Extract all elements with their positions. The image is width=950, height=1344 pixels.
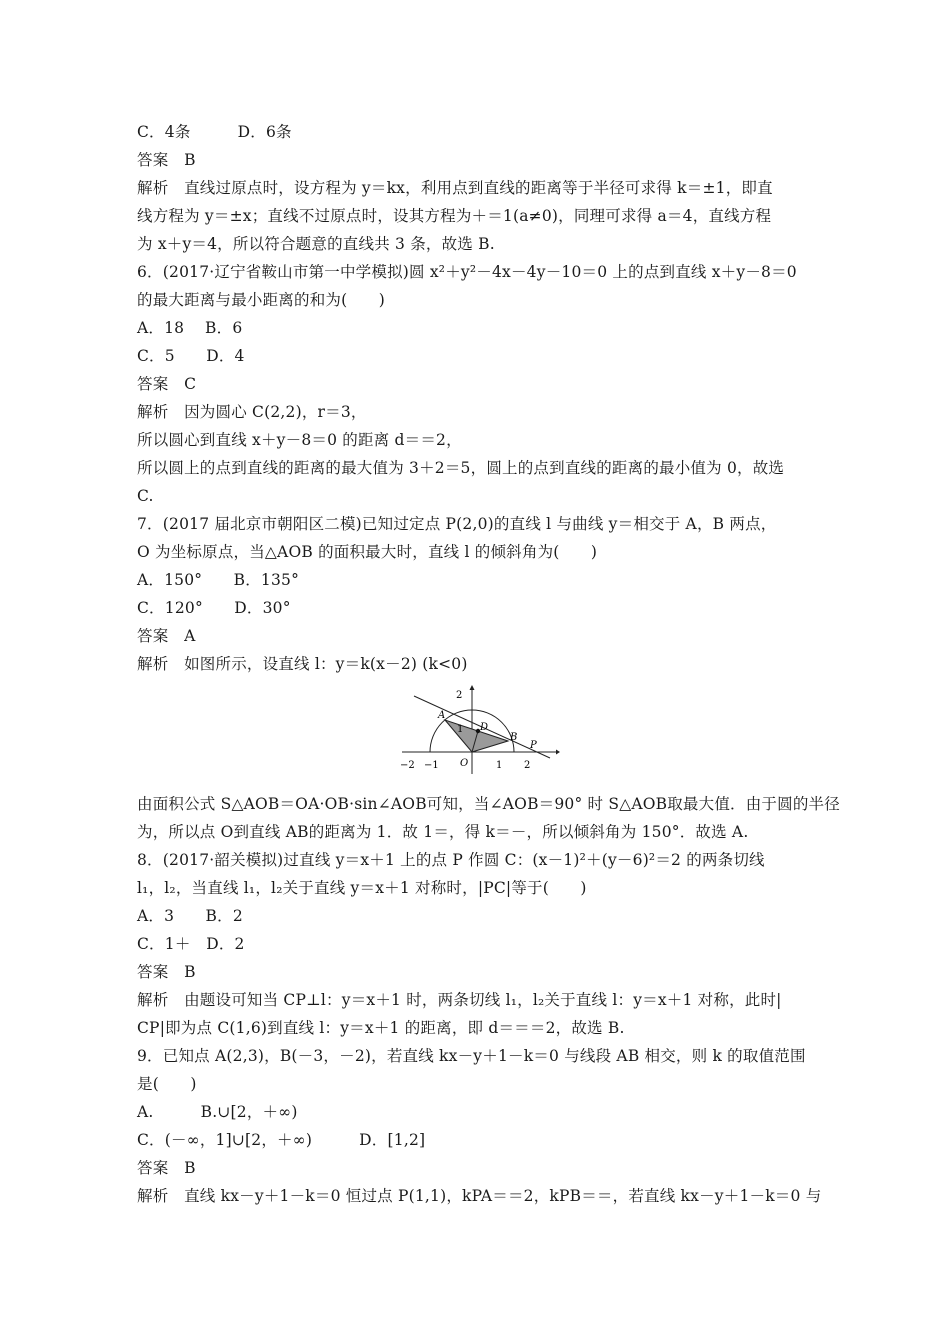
text-line: 解析 由题设可知当 CP⊥l：y＝x＋1 时，两条切线 l₁，l₂关于直线 l：y＝x＋1 对称，此时| [137,991,782,1009]
option-line: C．120° D．30° [137,599,291,617]
option-line: A. B.∪[2，＋∞) [137,1103,298,1121]
text-line: 由面积公式 S△AOB＝OA·OB·sin∠AOB可知，当∠AOB＝90° 时 S△AOB取最大值．由于圆的半径 [137,795,840,813]
label-neg-2: −2 [400,760,415,771]
text-line: 为，所以点 O到直线 AB的距离为 1．故 1＝，得 k＝－，所以倾斜角为 150°．故选 A. [137,823,749,841]
label-a: A [438,710,446,721]
label-y-2: 2 [456,690,463,701]
answer-line: 答案 A [137,627,196,645]
question-6: 6．(2017·辽宁省鞍山市第一中学模拟)圆 x²＋y²－4x－4y－10＝0 上的点到直线 x＋y－8＝0 [137,263,797,281]
text-line: 解析 因为圆心 C(2,2)，r＝3， [137,403,367,421]
option-line: A．18 B．6 [137,319,243,337]
text-line: 的最大距离与最小距离的和为( ) [137,291,385,309]
text-line: l₁，l₂，当直线 l₁，l₂关于直线 y＝x＋1 对称时，|PC|等于( ) [137,879,587,897]
text-line: O 为坐标原点，当△AOB 的面积最大时，直线 l 的倾斜角为( ) [137,543,598,561]
question-8: 8．(2017·韶关模拟)过直线 y＝x＋1 上的点 P 作圆 C：(x－1)²＋(y－6)²＝2 的两条切线 [137,851,765,869]
question-9: 9．已知点 A(2,3)，B(－3，－2)，若直线 kx－y＋1－k＝0 与线段 AB 相交，则 k 的取值范围 [137,1047,806,1065]
text-line: 所以圆心到直线 x＋y－8＝0 的距离 d＝＝2， [137,431,462,449]
option-line: C．5 D．4 [137,347,245,365]
option-line: A．3 B．2 [137,907,243,925]
label-neg-1: −1 [424,760,439,771]
text-line: CP|即为点 C(1,6)到直线 l：y＝x＋1 的距离，即 d＝＝＝2，故选 B. [137,1019,625,1037]
text-line: 解析 直线 kx－y＋1－k＝0 恒过点 P(1,1)，kPA＝＝2，kPB＝＝，若直线 kx－y＋1－k＝0 与 [137,1187,822,1205]
question-7: 7．(2017 届北京市朝阳区二模)已知过定点 P(2,0)的直线 l 与曲线 y＝相交于 A，B 两点， [137,515,777,533]
text-line: C. [137,487,154,505]
text-line: 线方程为 y＝±x；直线不过原点时，设其方程为＋＝1(a≠0)，同理可求得 a＝4，直线方程 [137,207,772,225]
geometry-figure [400,684,560,776]
label-b: B [510,732,518,743]
text-line: 所以圆上的点到直线的距离的最大值为 3＋2＝5，圆上的点到直线的距离的最小值为 0，故选 [137,459,785,477]
label-1-left: 1 [457,724,464,735]
label-p: P [530,740,537,751]
text-line: C．4条 D．6条 [137,123,292,141]
text-line: 解析 如图所示，设直线 l：y＝k(x－2) (k<0) [137,655,468,673]
y-axis-arrow [470,685,475,690]
text-line: 解析 直线过原点时，设方程为 y＝kx，利用点到直线的距离等于半径可求得 k＝±1，即直 [137,179,773,197]
option-line: C．1＋ D．2 [137,935,245,953]
x-axis-arrow [556,750,560,755]
text-line: 是( ) [137,1075,197,1093]
option-line: C．(－∞，1]∪[2，＋∞) D．[1,2] [137,1131,426,1149]
label-1-right: 1 [496,760,503,771]
answer-line: 答案 B [137,963,196,981]
answer-line: 答案 B [137,1159,196,1177]
text-line: 答案 B [137,151,196,169]
option-line: A．150° B．135° [137,571,300,589]
text-line: 为 x＋y＝4，所以符合题意的直线共 3 条，故选 B. [137,235,495,253]
label-o: O [460,758,469,769]
label-2-right: 2 [524,760,531,771]
answer-line: 答案 C [137,375,197,393]
label-d: D [480,722,489,733]
